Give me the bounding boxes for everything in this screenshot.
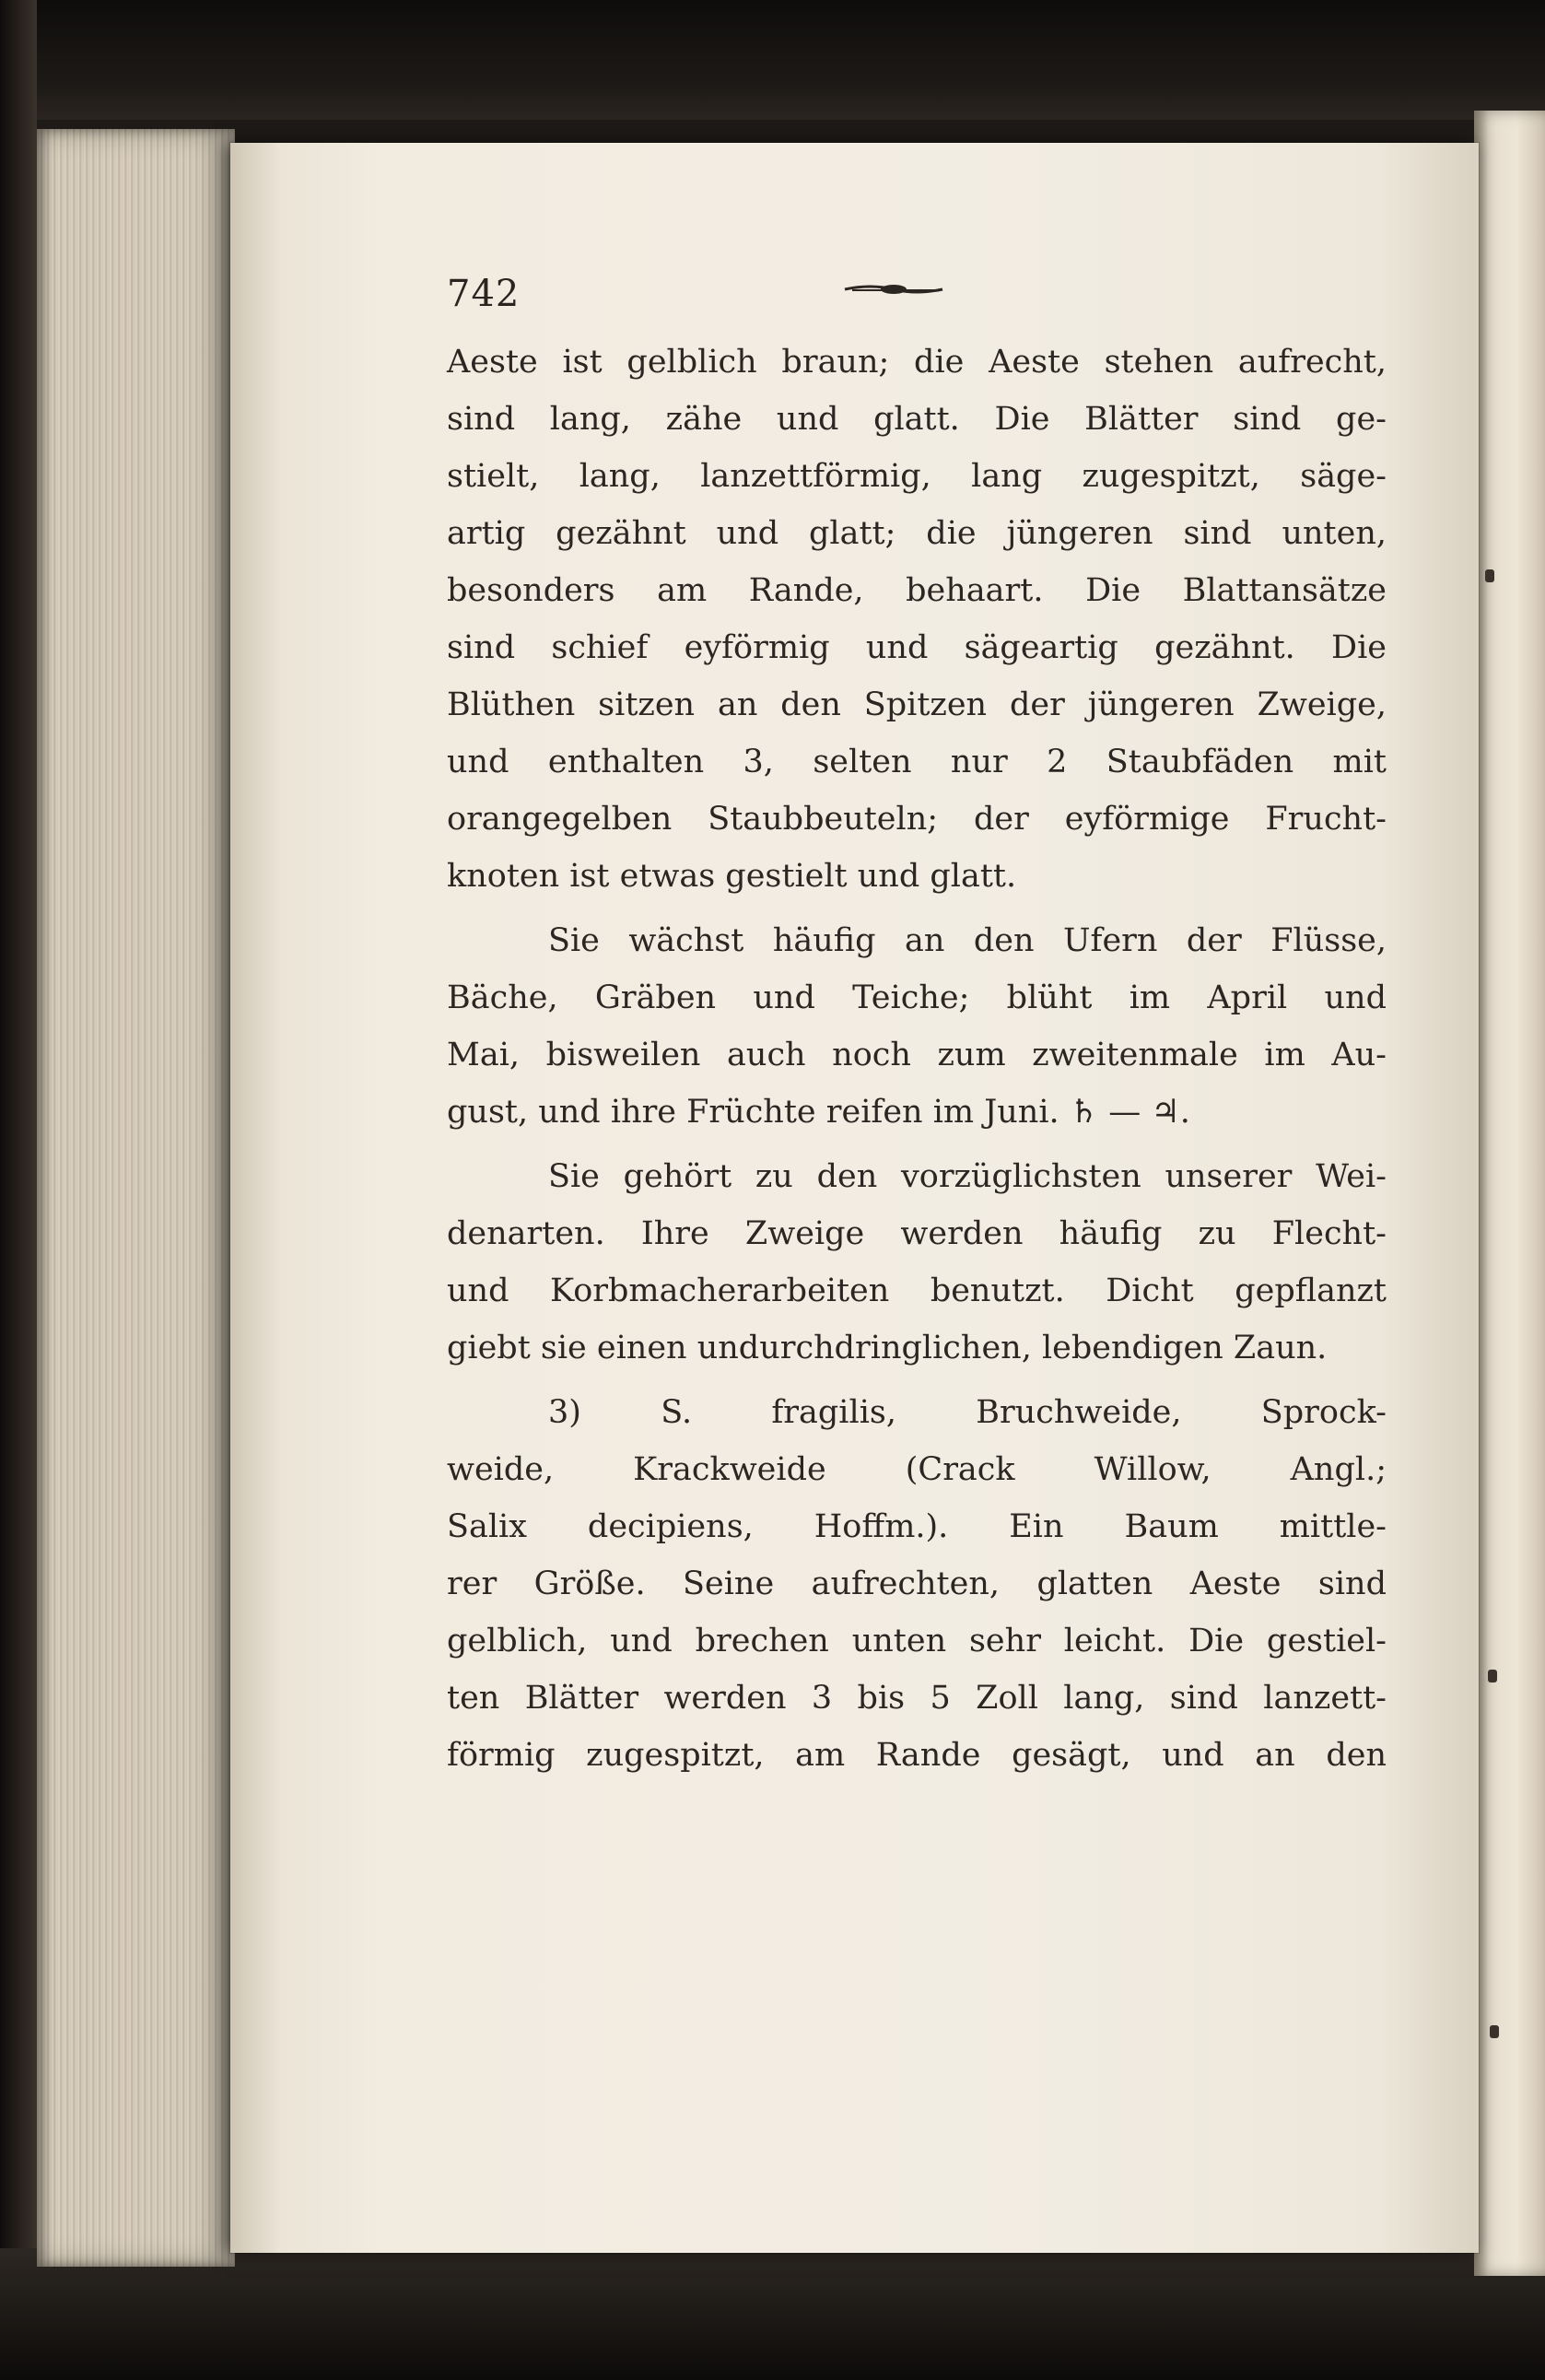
page-number: 742 bbox=[447, 273, 521, 315]
paragraph-2 bbox=[447, 912, 1387, 1141]
text-line: artig gezähnt und glatt; die jüngeren sind unten, bbox=[447, 515, 1387, 552]
text-line: förmig zugespitzt, am Rande gesägt, und an den bbox=[447, 1737, 1387, 1774]
page-blemish bbox=[1488, 1670, 1497, 1682]
text-line: weide, Krackweide (Crack Willow, Angl.; bbox=[447, 1451, 1387, 1488]
text-line: Salix decipiens, Hoffm.). Ein Baum mittle- bbox=[447, 1508, 1387, 1545]
page-blemish bbox=[1485, 569, 1494, 582]
text-line: Bäche, Gräben und Teiche; blüht im April und bbox=[447, 979, 1387, 1016]
text-line: rer Größe. Seine aufrechten, glatten Aeste sind bbox=[447, 1565, 1387, 1602]
text-line: Aeste ist gelblich braun; die Aeste stehen aufrecht, bbox=[447, 344, 1387, 381]
text-line: orangegelben Staubbeuteln; der eyförmige Frucht- bbox=[447, 801, 1387, 838]
text-line: denarten. Ihre Zweige werden häufig zu Flecht- bbox=[447, 1215, 1387, 1252]
book-binding bbox=[0, 0, 37, 2380]
ornament-rule-icon bbox=[843, 278, 944, 300]
text-line: ten Blätter werden 3 bis 5 Zoll lang, sind lanzett- bbox=[447, 1680, 1387, 1717]
paragraph-gap bbox=[447, 1377, 1387, 1384]
paragraph-4 bbox=[447, 1384, 1387, 1784]
text-line: Sie gehört zu den vorzüglichsten unserer Wei- bbox=[548, 1158, 1387, 1195]
page-header bbox=[447, 273, 1387, 319]
page-edge-stack bbox=[37, 129, 235, 2267]
text-line: und Korbmacherarbeiten benutzt. Dicht gepflanzt bbox=[447, 1272, 1387, 1309]
text-line: Blüthen sitzen an den Spitzen der jüngeren Zweige, bbox=[447, 686, 1387, 723]
scan-background-bottom bbox=[0, 2248, 1545, 2380]
text-line: gelblich, und brechen unten sehr leicht. Die gestiel- bbox=[447, 1623, 1387, 1659]
body-text bbox=[447, 334, 1387, 1784]
text-line: 3) S. fragilis, Bruchweide, Sprock- bbox=[548, 1394, 1387, 1431]
page-blemish bbox=[1490, 2025, 1499, 2038]
paragraph-gap bbox=[447, 905, 1387, 912]
scan-background-top bbox=[0, 0, 1545, 120]
text-line: sind schief eyförmig und sägeartig gezähnt. Die bbox=[447, 629, 1387, 666]
text-line: stielt, lang, lanzettförmig, lang zugespitzt, säge- bbox=[447, 458, 1387, 495]
paragraph-gap bbox=[447, 1141, 1387, 1148]
text-line: und enthalten 3, selten nur 2 Staubfäden mit bbox=[447, 744, 1387, 780]
paragraph-3 bbox=[447, 1148, 1387, 1377]
text-line: knoten ist etwas gestielt und glatt. bbox=[447, 858, 1017, 895]
text-line: gust, und ihre Früchte reifen im Juni. ♄ — ♃. bbox=[447, 1094, 1190, 1131]
text-line: Mai, bisweilen auch noch zum zweitenmale im Au- bbox=[447, 1037, 1387, 1073]
next-page-edge bbox=[1474, 111, 1545, 2276]
text-line: giebt sie einen undurchdringlichen, lebendigen Zaun. bbox=[447, 1330, 1328, 1366]
text-line: besonders am Rande, behaart. Die Blattansätze bbox=[447, 572, 1387, 609]
paragraph-1 bbox=[447, 334, 1387, 905]
text-line: Sie wächst häufig an den Ufern der Flüsse, bbox=[548, 922, 1387, 959]
text-line: sind lang, zähe und glatt. Die Blätter sind ge- bbox=[447, 401, 1387, 438]
